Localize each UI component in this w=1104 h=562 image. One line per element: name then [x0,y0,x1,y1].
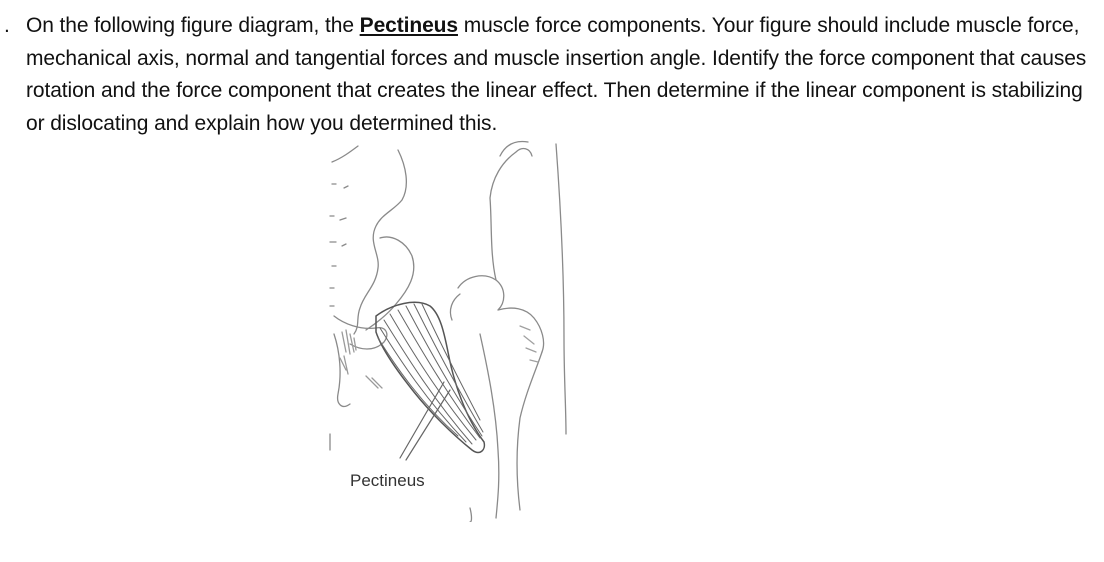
question-text-part1: On the following figure diagram, the [26,14,360,37]
question-text [26,10,1096,140]
question-text-part2: muscle force components. Your figure should include muscle force, mechanical axis, normal and tangential forces and muscle insertion angle. Identify the force component that causes rotation and the force component that creates the linear effect. Then determine if the linear component is stabilizing or dislocating and explain how you determined this. [26,14,1087,135]
pectineus-anatomy-figure [320,138,580,522]
femur-shaft [490,149,532,280]
hip-femur-illustration [320,138,580,522]
muscle-keyword: Pectineus [359,14,458,37]
pectineus-label: Pectineus [350,471,425,490]
question-marker: . [4,14,10,37]
thigh-outline [556,144,566,434]
